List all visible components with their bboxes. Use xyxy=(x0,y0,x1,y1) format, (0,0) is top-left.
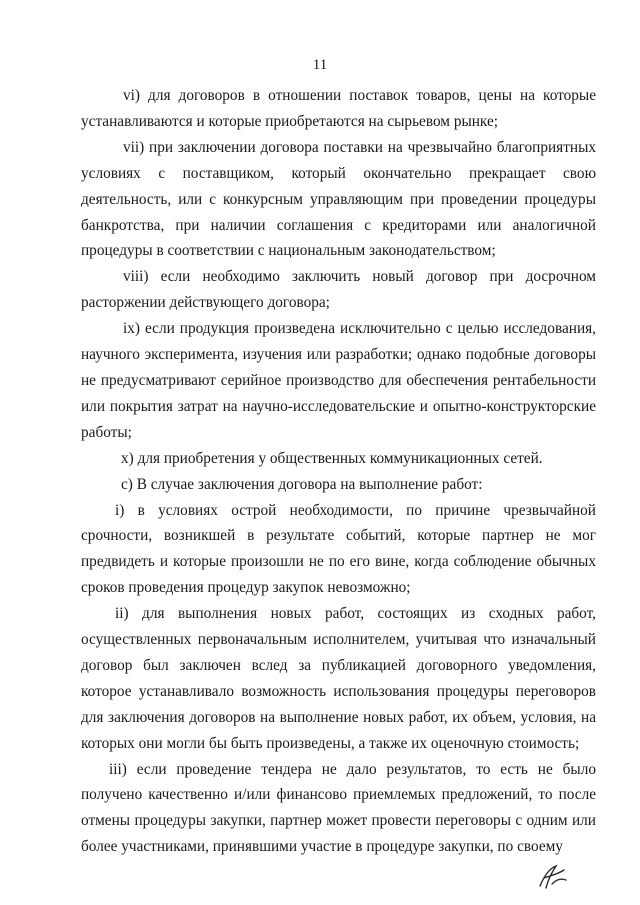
document-body xyxy=(81,83,596,860)
paragraph-vii: vii) при заключении договора поставки на чрезвычайно благоприятных условиях с поставщиком, который окончательно прекращает свою деятельность, или с конкурсным управляющим при проведении процедуры банкротства, при наличии соглашения с кредиторами или аналогичной процедуры в соответствии с национальным законодательством; xyxy=(81,138,596,260)
page-number: 11 xyxy=(312,57,328,73)
paragraph-iii: iii) если проведение тендера не дало результатов, то есть не было получено качественно и/или финансово приемлемых предложений, то после отмены процедуры закупки, партнер может провести переговоры с одним или более участниками, принявшими участие в процедуре закупки, по своему xyxy=(81,760,596,856)
paragraph-i: i) в условиях острой необходимости, по причине чрезвычайной срочности, возникшей в результате событий, которые партнер не мог предвидеть и которые произошли не по его вине, когда соблюдение обычных сроков проведения процедур закупок невозможно; xyxy=(81,501,596,597)
paragraph-x: x) для приобретения у общественных коммуникационных сетей. xyxy=(121,449,543,467)
paragraph-viii: viii) если необходимо заключить новый договор при досрочном расторжении действующего договора; xyxy=(81,268,596,312)
paragraph-vi: vi) для договоров в отношении поставок товаров, цены на которые устанавливаются и которые приобретаются на сырьевом рынке; xyxy=(81,87,596,130)
paragraph-ix: ix) если продукция произведена исключительно с целью исследования, научного эксперимента, изучения или разработки; однако подобные договоры не предусматривают серийное производство для обеспечения рентабельности или покрытия затрат на научно-исследовательские и опытно-конструкторские работы; xyxy=(81,320,596,441)
paragraph-ii: ii) для выполнения новых работ, состоящих из сходных работ, осуществленных первоначальным исполнителем, учитывая что изначальный договор был заключен вслед за публикацией договорного уведомления, которое устанавливало возможность использования процедуры переговоров для заключения договоров на выполнение новых работ, их объем, условия, на которых они могли бы быть произведены, а также их оценочную стоимость; xyxy=(81,605,596,752)
handwritten-signature xyxy=(534,862,570,892)
paragraph-c: c) В случае заключения договора на выполнение работ: xyxy=(121,475,483,493)
